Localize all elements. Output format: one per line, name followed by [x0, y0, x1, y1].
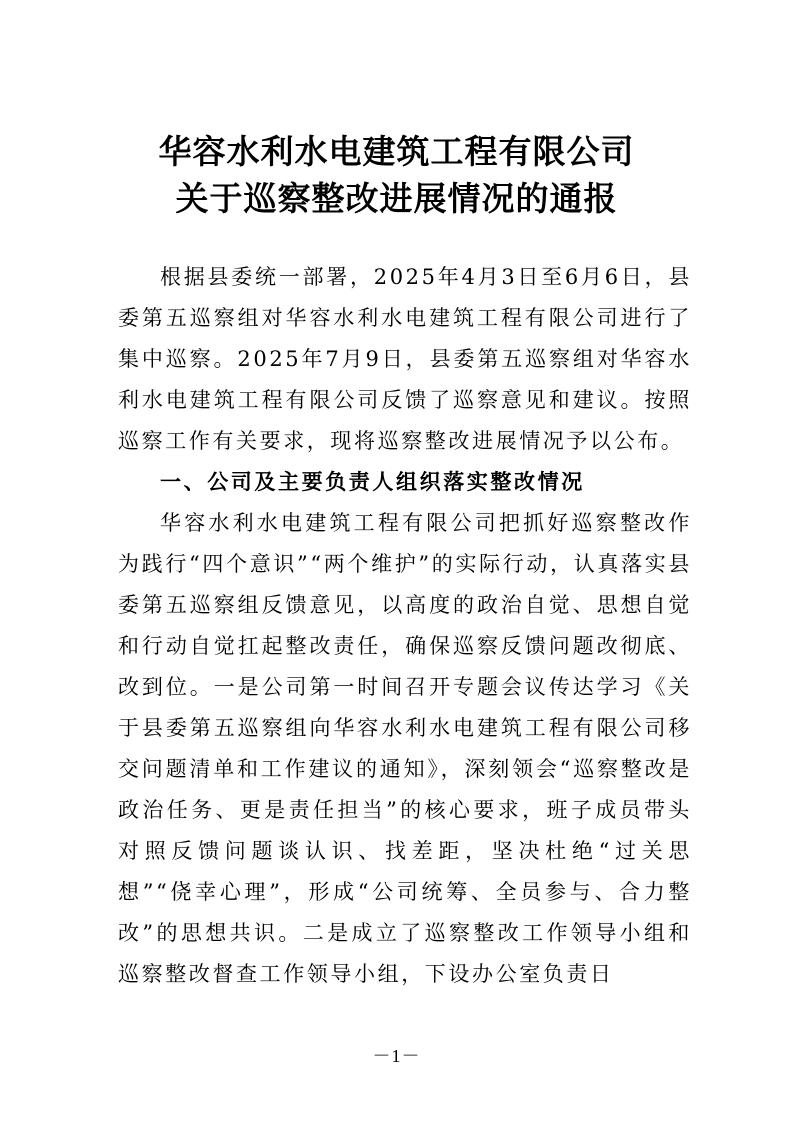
- document-title-line1: 华容水利水电建筑工程有限公司: [158, 132, 635, 171]
- section-heading: 一、公司及主要负责人组织落实整改情况: [160, 470, 585, 494]
- document-title-line2: 关于巡察整改进展情况的通报: [175, 179, 618, 218]
- page-number: －1－: [372, 1046, 421, 1066]
- intro-paragraph: 根据县委统一部署，2025年4月3日至6月6日，县委第五巡察组对华容水利水电建筑工程有限公司进行了集中巡察。2025年7月9日，县委第五巡察组对华容水利水电建筑工程有限公司反馈了巡察意见和建议。按照巡察工作有关要求，现将巡察整改进展情况予以公布。: [118, 265, 692, 453]
- section-paragraph: 华容水利水电建筑工程有限公司把抓好巡察整改作为践行“四个意识”“两个维护”的实际行动，认真落实县委第五巡察组反馈意见，以高度的政治自觉、思想自觉和行动自觉扛起整改责任，确保巡察反馈问题改彻底、改到位。一是公司第一时间召开专题会议传达学习《关于县委第五巡察组向华容水利水电建筑工程有限公司移交问题清单和工作建议的通知》，深刻领会“巡察整改是政治任务、更是责任担当”的核心要求，班子成员带头对照反馈问题谈认识、找差距，坚决杜绝“过关思想”“侥幸心理”，形成“公司统筹、全员参与、合力整改”的思想共识。二是成立了巡察整改工作领导小组和巡察整改督查工作领导小组，下设办公室负责日: [118, 511, 692, 986]
- document-body: [118, 257, 692, 995]
